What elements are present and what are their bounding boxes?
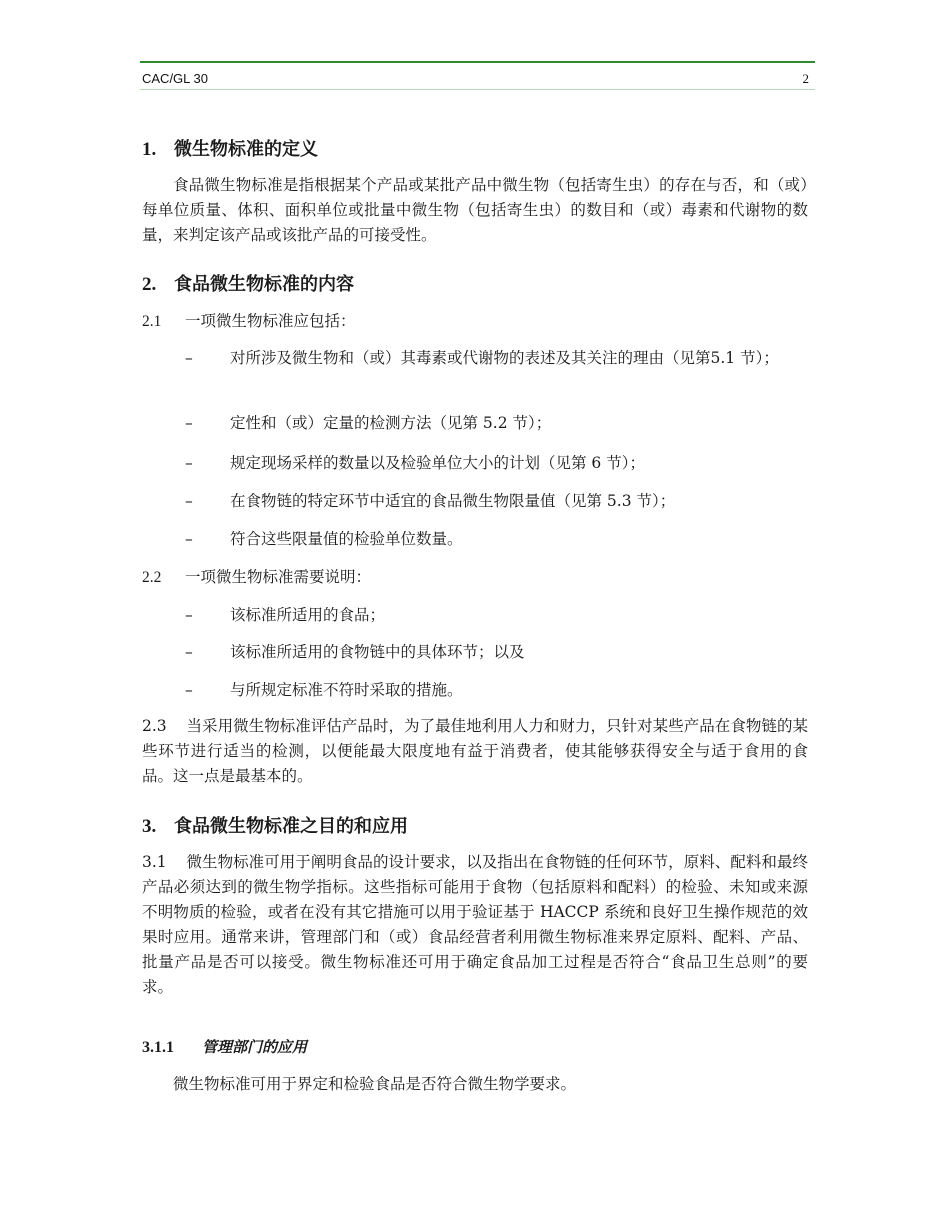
item-text: 微生物标准可用于阐明食品的设计要求，以及指出在食物链的任何环节，原料、配料和最终产品必须达到的微生物学指标。这些指标可能用于食物（包括原料和配料）的检验、未知或来源不明物质的检验，或者在没有其它措施可以用于验证基于 HACCP 系统和良好卫生操作规范的效果时应用。通常来讲，管理部门和（或）食品经营者利用微生物标准来界定原料、配料、产品、批量产品是否可以接受。微生物标准还可用于确定食品加工过程是否符合“食品卫生总则”的要求。 — [142, 853, 808, 996]
subsection-3-1-1-heading — [142, 1036, 307, 1057]
bullet-item — [185, 527, 808, 552]
item-2-1 — [142, 309, 356, 334]
item-number: 3.1 — [142, 853, 167, 871]
item-number: 2.2 — [142, 569, 162, 586]
header-rule-bottom — [140, 89, 815, 90]
bullet-item — [185, 603, 808, 628]
header-page-number: 2 — [802, 71, 809, 86]
section-number: 3. — [142, 816, 157, 837]
section-title: 食品微生物标准之目的和应用 — [174, 816, 408, 837]
section-1-heading — [142, 135, 318, 161]
section-number: 2. — [142, 274, 157, 295]
section-title: 微生物标准的定义 — [174, 139, 318, 160]
dash-marker: – — [185, 454, 193, 472]
bullet-item — [185, 346, 808, 371]
item-text: 一项微生物标准需要说明： — [185, 568, 372, 586]
dash-marker: – — [185, 492, 193, 510]
header-doc-id: CAC/GL 30 — [142, 71, 208, 86]
bullet-text: 定性和（或）定量的检测方法（见第 5.2 节）； — [230, 414, 552, 432]
dash-marker: – — [185, 643, 193, 661]
item-text: 当采用微生物标准评估产品时，为了最佳地利用人力和财力，只针对某些产品在食物链的某些环节进行适当的检测，以便能最大限度地有益于消费者，使其能够获得安全与适于食用的食品。这一点是最基本的。 — [142, 717, 808, 785]
bullet-item — [185, 678, 808, 703]
item-3-1 — [142, 850, 808, 1000]
dash-marker: – — [185, 349, 193, 367]
bullet-text: 规定现场采样的数量以及检验单位大小的计划（见第 6 节）； — [230, 454, 645, 472]
dash-marker: – — [185, 414, 193, 432]
item-text: 一项微生物标准应包括： — [185, 312, 356, 330]
item-2-3 — [142, 714, 808, 789]
subsection-number: 3.1.1 — [142, 1039, 174, 1056]
bullet-text: 该标准所适用的食品； — [230, 606, 386, 624]
section-number: 1. — [142, 139, 157, 160]
dash-marker: – — [185, 681, 193, 699]
bullet-text: 该标准所适用的食物链中的具体环节；以及 — [230, 643, 525, 661]
section-title: 食品微生物标准的内容 — [174, 274, 354, 295]
item-2-2 — [142, 565, 371, 590]
section-1-paragraph: 食品微生物标准是指根据某个产品或某批产品中微生物（包括寄生虫）的存在与否，和（或）每单位质量、体积、面积单位或批量中微生物（包括寄生虫）的数目和（或）毒素和代谢物的数量，来判定该产品或该批产品的可接受性。 — [142, 176, 808, 244]
section-3-heading — [142, 812, 408, 838]
bullet-item — [185, 451, 808, 476]
bullet-item — [185, 640, 808, 665]
subsection-title: 管理部门的应用 — [202, 1038, 308, 1056]
bullet-text: 与所规定标准不符时采取的措施。 — [230, 681, 463, 699]
bullet-item — [185, 489, 808, 514]
item-number: 2.3 — [142, 717, 167, 735]
bullet-item — [185, 411, 808, 436]
bullet-text: 在食物链的特定环节中适宜的食品微生物限量值（见第 5.3 节）； — [230, 492, 676, 510]
bullet-text: 对所涉及微生物和（或）其毒素或代谢物的表述及其关注的理由（见第5.1 节）； — [230, 349, 779, 367]
subsection-3-1-1-paragraph: 微生物标准可用于界定和检验食品是否符合微生物学要求。 — [173, 1075, 577, 1093]
item-number: 2.1 — [142, 313, 162, 330]
bullet-text: 符合这些限量值的检验单位数量。 — [230, 530, 463, 548]
dash-marker: – — [185, 606, 193, 624]
dash-marker: – — [185, 530, 193, 548]
section-2-heading — [142, 270, 354, 296]
header-rule-top — [140, 61, 815, 63]
